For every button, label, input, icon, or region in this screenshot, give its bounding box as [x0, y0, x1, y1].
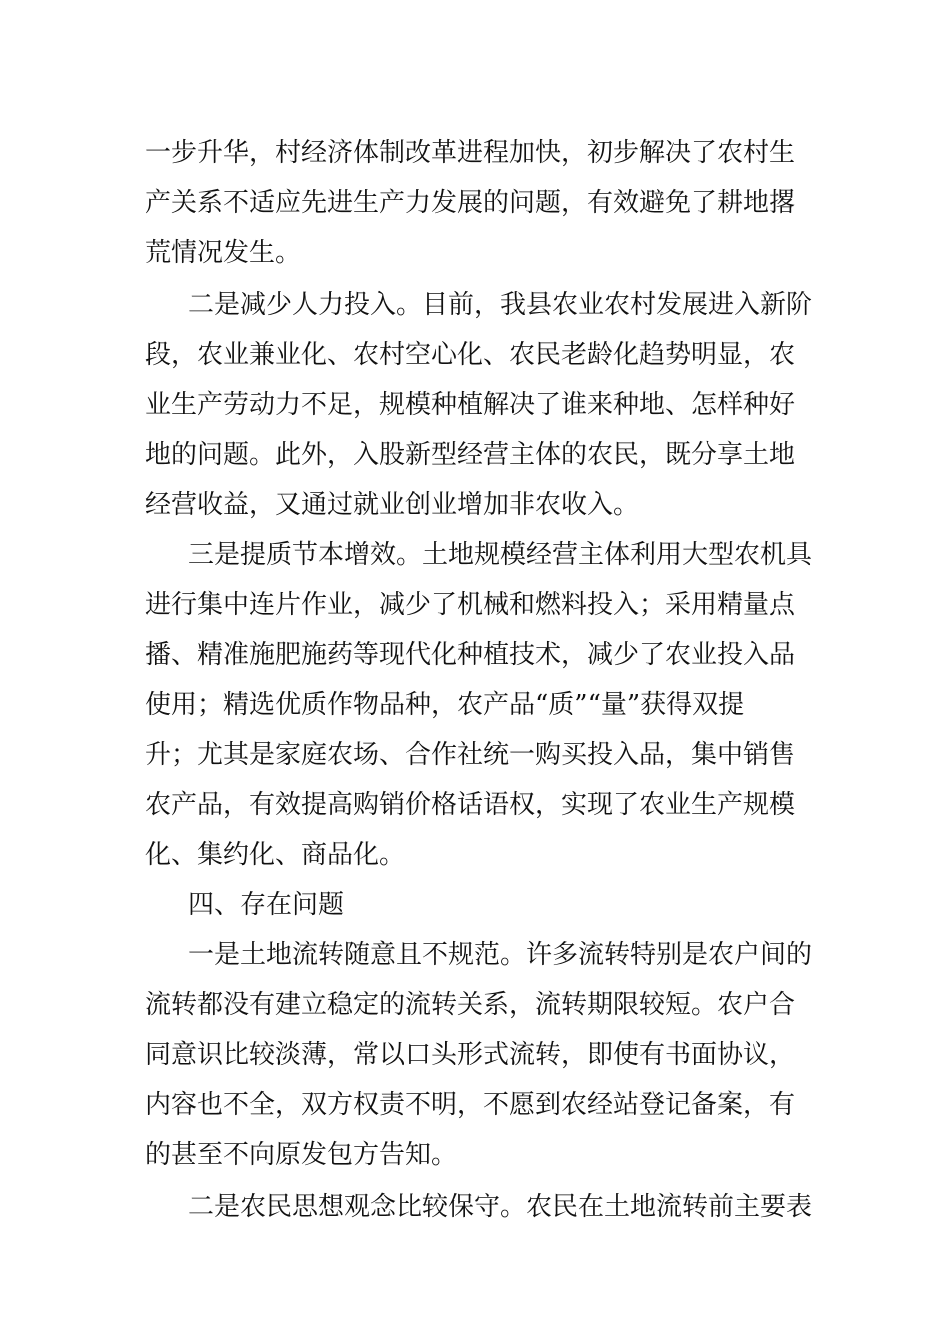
text-line: 二是减少人力投入。目前，我县农业农村发展进入新阶 — [188, 290, 813, 320]
text-line: 播、精准施肥施药等现代化种植技术，减少了农业投入品 — [145, 640, 796, 670]
text-line: 荒情况发生。 — [145, 238, 302, 268]
text-line: 化、集约化、商品化。 — [145, 840, 406, 870]
text-line: 流转都没有建立稳定的流转关系，流转期限较短。农户合 — [145, 990, 796, 1020]
text-line: 三是提质节本增效。土地规模经营主体利用大型农机具 — [188, 540, 813, 570]
text-line: 的甚至不向原发包方告知。 — [145, 1140, 458, 1170]
text-line: 经营收益，又通过就业创业增加非农收入。 — [145, 490, 640, 520]
text-line: 二是农民思想观念比较保守。农民在土地流转前主要表 — [188, 1192, 813, 1222]
text-line: 同意识比较淡薄，常以口头形式流转，即使有书面协议， — [145, 1040, 796, 1070]
text-line: 农产品，有效提高购销价格话语权，实现了农业生产规模 — [145, 790, 796, 820]
text-line: 地的问题。此外，入股新型经营主体的农民，既分享土地 — [145, 440, 796, 470]
text-line: 段，农业兼业化、农村空心化、农民老龄化趋势明显，农 — [145, 340, 796, 370]
text-line: 业生产劳动力不足，规模种植解决了谁来种地、怎样种好 — [145, 390, 796, 420]
text-line: 一是土地流转随意且不规范。许多流转特别是农户间的 — [188, 940, 813, 970]
text-line: 升；尤其是家庭农场、合作社统一购买投入品，集中销售 — [145, 740, 796, 770]
text-line: 进行集中连片作业，减少了机械和燃料投入；采用精量点 — [145, 590, 796, 620]
text-line: 内容也不全，双方权责不明，不愿到农经站登记备案，有 — [145, 1090, 796, 1120]
text-line: 一步升华，村经济体制改革进程加快，初步解决了农村生 — [145, 138, 796, 168]
section-heading: 四、存在问题 — [188, 890, 345, 920]
text-line: 产关系不适应先进生产力发展的问题，有效避免了耕地撂 — [145, 188, 796, 218]
text-line: 使用；精选优质作物品种，农产品“质”“量”获得双提 — [145, 690, 745, 720]
